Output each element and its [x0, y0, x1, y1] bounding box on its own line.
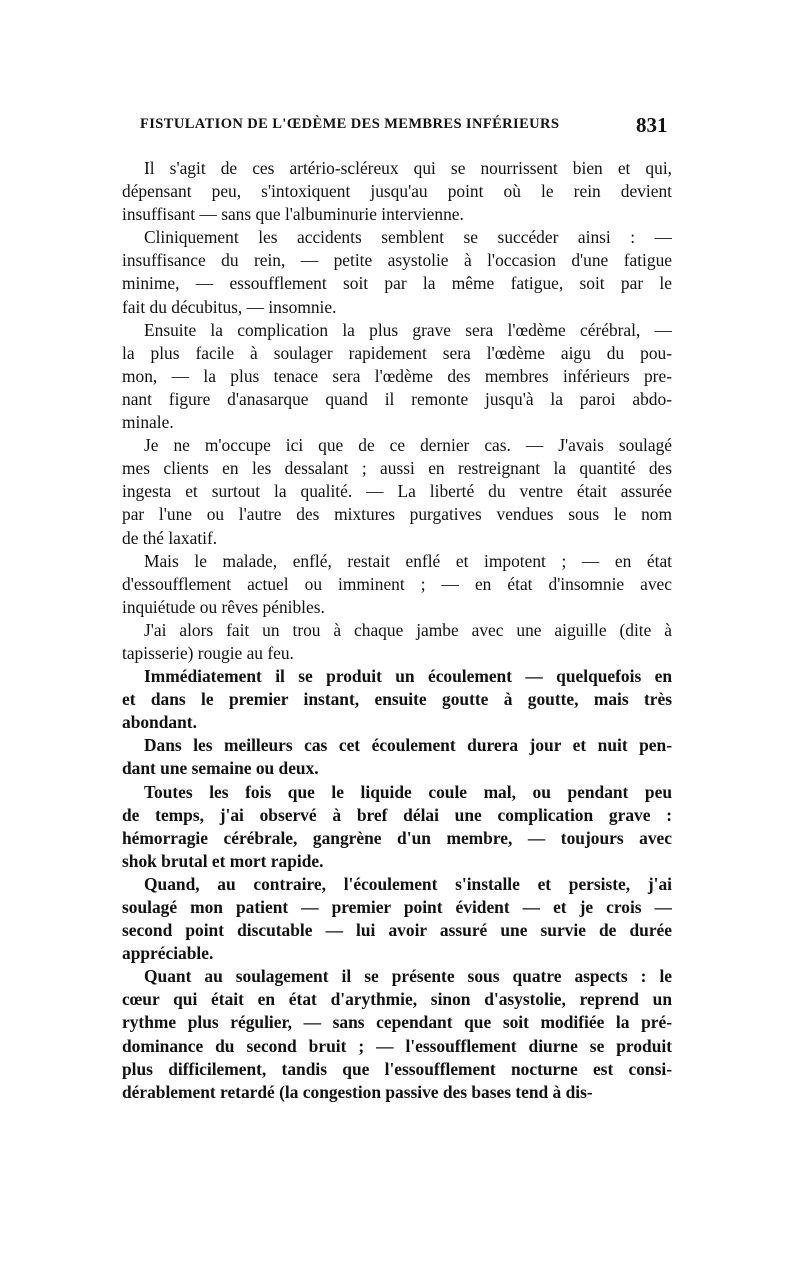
- paragraph: [122, 734, 672, 780]
- paragraph: [122, 550, 672, 619]
- text-line: plus difficilement, tandis que l'essoufflement nocturne est consi-: [122, 1058, 672, 1079]
- text-line: dominance du second bruit ; — l'essoufflement diurne se produit: [122, 1035, 672, 1056]
- text-line: Ensuite la complication la plus grave sera l'œdème cérébral, —: [144, 319, 672, 340]
- paragraph: [122, 965, 672, 1104]
- text-line: de thé laxatif.: [122, 527, 218, 548]
- text-line: dant une semaine ou deux.: [122, 758, 319, 779]
- text-line: Mais le malade, enflé, restait enflé et impotent ; — en état: [144, 550, 672, 571]
- text-line: minale.: [122, 412, 174, 433]
- paragraph: [122, 226, 672, 318]
- text-line: Quand, au contraire, l'écoulement s'installe et persiste, j'ai: [144, 873, 672, 894]
- text-line: insuffisant — sans que l'albuminurie intervienne.: [122, 204, 464, 225]
- text-line: appréciable.: [122, 943, 214, 964]
- paragraph: [122, 434, 672, 549]
- text-line: cœur qui était en état d'arythmie, sinon d'asystolie, reprend un: [122, 989, 672, 1010]
- text-line: insuffisance du rein, — petite asystolie à l'occasion d'une fatigue: [122, 250, 672, 271]
- page-number: 831: [636, 113, 668, 137]
- paragraph: [122, 319, 672, 434]
- running-title: FISTULATION DE L'ŒDÈME DES MEMBRES INFÉRIEURS: [140, 116, 560, 132]
- text-line: hémorragie cérébrale, gangrène d'un membre, — toujours avec: [122, 827, 672, 848]
- paragraph: [122, 619, 672, 665]
- text-line: par l'une ou l'autre des mixtures purgatives vendues sous le nom: [122, 504, 672, 525]
- text-line: soulagé mon patient — premier point évident — et je crois —: [122, 897, 672, 917]
- text-line: Dans les meilleurs cas cet écoulement durera jour et nuit pen-: [144, 735, 672, 756]
- paragraph: [122, 781, 672, 873]
- text-line: Immédiatement il se produit un écoulement — quelquefois en: [144, 666, 672, 687]
- text-line: de temps, j'ai observé à bref délai une complication grave :: [122, 804, 672, 825]
- text-line: Il s'agit de ces artério-scléreux qui se nourrissent bien et qui,: [144, 158, 672, 178]
- text-line: mes clients en les dessalant ; aussi en restreignant la quantité des: [122, 458, 672, 479]
- text-line: J'ai alors fait un trou à chaque jambe avec une aiguille (dite à: [144, 619, 672, 640]
- text-line: ingesta et surtout la qualité. — La liberté du ventre était assurée: [122, 481, 672, 502]
- text-line: Je ne m'occupe ici que de ce dernier cas. — J'avais soulagé: [144, 435, 672, 456]
- text-line: Toutes les fois que le liquide coule mal, ou pendant peu: [144, 781, 672, 802]
- paragraph: [122, 665, 672, 734]
- text-line: shok brutal et mort rapide.: [122, 850, 324, 871]
- text-line: rythme plus régulier, — sans cependant que soit modifiée la pré-: [122, 1012, 672, 1033]
- text-line: dérablement retardé (la congestion passive des bases tend à dis-: [122, 1081, 593, 1102]
- text-line: mon, — la plus tenace sera l'œdème des membres inférieurs pre-: [122, 365, 672, 386]
- text-line: dépensant peu, s'intoxiquent jusqu'au point où le rein devient: [122, 181, 672, 202]
- text-line: nant figure d'anasarque quand il remonte jusqu'à la paroi abdo-: [122, 388, 672, 409]
- text-line: tapisserie) rougie au feu.: [122, 642, 294, 663]
- text-line: inquiétude ou rêves pénibles.: [122, 596, 325, 617]
- paragraph: [122, 873, 672, 965]
- body-text: [122, 157, 672, 1104]
- text-line: fait du décubitus, — insomnie.: [122, 296, 337, 317]
- text-line: la plus facile à soulager rapidement sera l'œdème aigu du pou-: [122, 342, 672, 363]
- text-line: second point discutable — lui avoir assuré une survie de durée: [122, 920, 672, 941]
- text-line: Cliniquement les accidents semblent se succéder ainsi : —: [144, 227, 672, 248]
- paragraph: [122, 157, 672, 226]
- text-line: minime, — essoufflement soit par la même fatigue, soit par le: [122, 273, 672, 294]
- text-line: et dans le premier instant, ensuite goutte à goutte, mais très: [122, 689, 672, 710]
- text-line: d'essoufflement actuel ou imminent ; — en état d'insomnie avec: [122, 573, 672, 594]
- text-line: Quant au soulagement il se présente sous quatre aspects : le: [144, 966, 672, 987]
- text-line: abondant.: [122, 712, 197, 733]
